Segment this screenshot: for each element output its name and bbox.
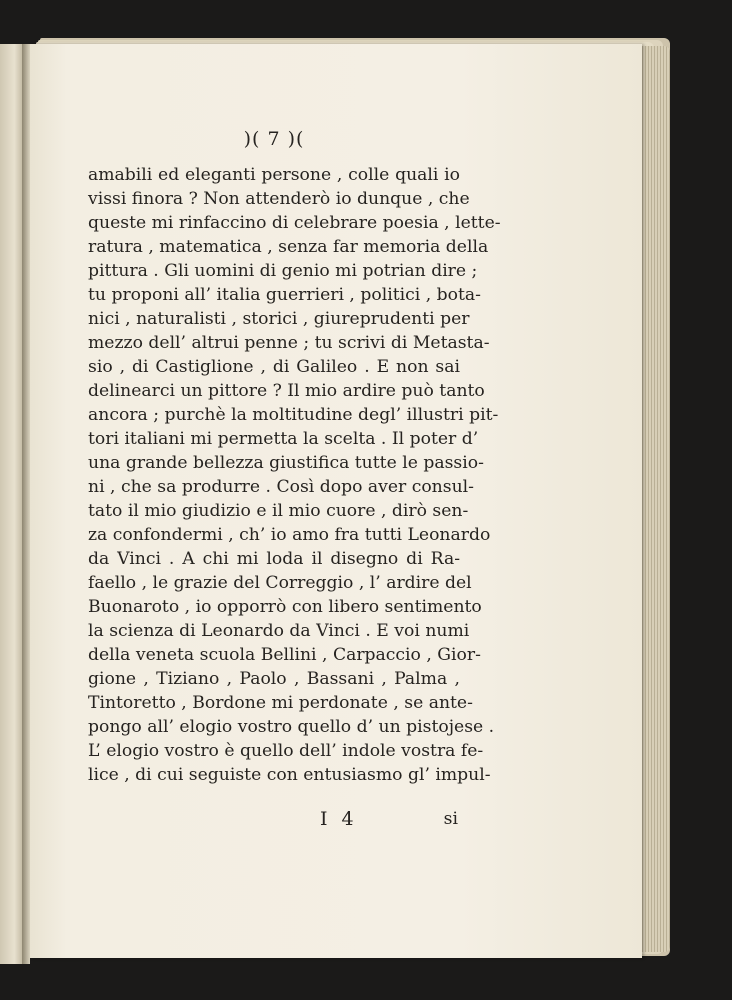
text-line: lice , di cui seguiste con entusiasmo gl’ impul- (88, 765, 491, 785)
text-line: tato il mio giudizio e il mio cuore , dirò sen- (88, 501, 469, 521)
text-line: Tintoretto , Bordone mi perdonate , se ante- (88, 693, 473, 713)
text-line: ancora ; purchè la moltitudine degl’ illustri pit- (88, 405, 499, 425)
text-line: faello , le grazie del Correggio , l’ ardire del (88, 573, 472, 593)
text-line: pittura . Gli uomini di genio mi potrian dire ; (88, 261, 478, 281)
text-line: tori italiani mi permetta la scelta . Il poter d’ (88, 429, 479, 449)
page-number: )( 7 )( (243, 128, 305, 150)
text-line: ni , che sa produrre . Così dopo aver consul- (88, 477, 474, 497)
text-line: vissi finora ? Non attenderò io dunque , che (88, 189, 470, 209)
text-line: nici , naturalisti , storici , giureprudenti per (88, 309, 470, 329)
text-line: pongo all’ elogio vostro quello d’ un pistojese . (88, 717, 495, 737)
left-page-edge (0, 44, 24, 964)
text-line: la scienza di Leonardo da Vinci . E voi numi (88, 621, 470, 641)
text-line: queste mi rinfaccino di celebrare poesia , lette- (88, 213, 501, 233)
text-line: della veneta scuola Bellini , Carpaccio , Gior- (88, 645, 481, 665)
text-line: Buonaroto , io opporrò con libero sentimento (88, 597, 482, 617)
text-line: una grande bellezza giustifica tutte le passio- (88, 453, 484, 473)
text-line: ratura , matematica , senza far memoria della (88, 237, 489, 257)
text-line: delinearci un pittore ? Il mio ardire può tanto (88, 381, 485, 401)
fore-edge (640, 46, 670, 952)
text-line: za confondermi , ch’ io amo fra tutti Leonardo (88, 525, 491, 545)
text-line: tu proponi all’ italia guerrieri , politici , bota- (88, 285, 481, 305)
catchword: si (443, 809, 458, 829)
gutter-shadow (22, 44, 30, 964)
text-line: L’ elogio vostro è quello dell’ indole vostra fe- (88, 741, 484, 761)
text-line: amabili ed eleganti persone , colle quali io (88, 165, 460, 185)
signature-mark: I 4 (320, 808, 358, 830)
text-line: da Vinci . A chi mi loda il disegno di Ra- (88, 549, 460, 569)
text-line: mezzo dell’ altrui penne ; tu scrivi di Metasta- (88, 333, 490, 353)
text-line: sio , di Castiglione , di Galileo . E non sai (88, 357, 460, 377)
text-line: gione , Tiziano , Paolo , Bassani , Palma , (88, 669, 460, 689)
page-footer (88, 808, 460, 830)
